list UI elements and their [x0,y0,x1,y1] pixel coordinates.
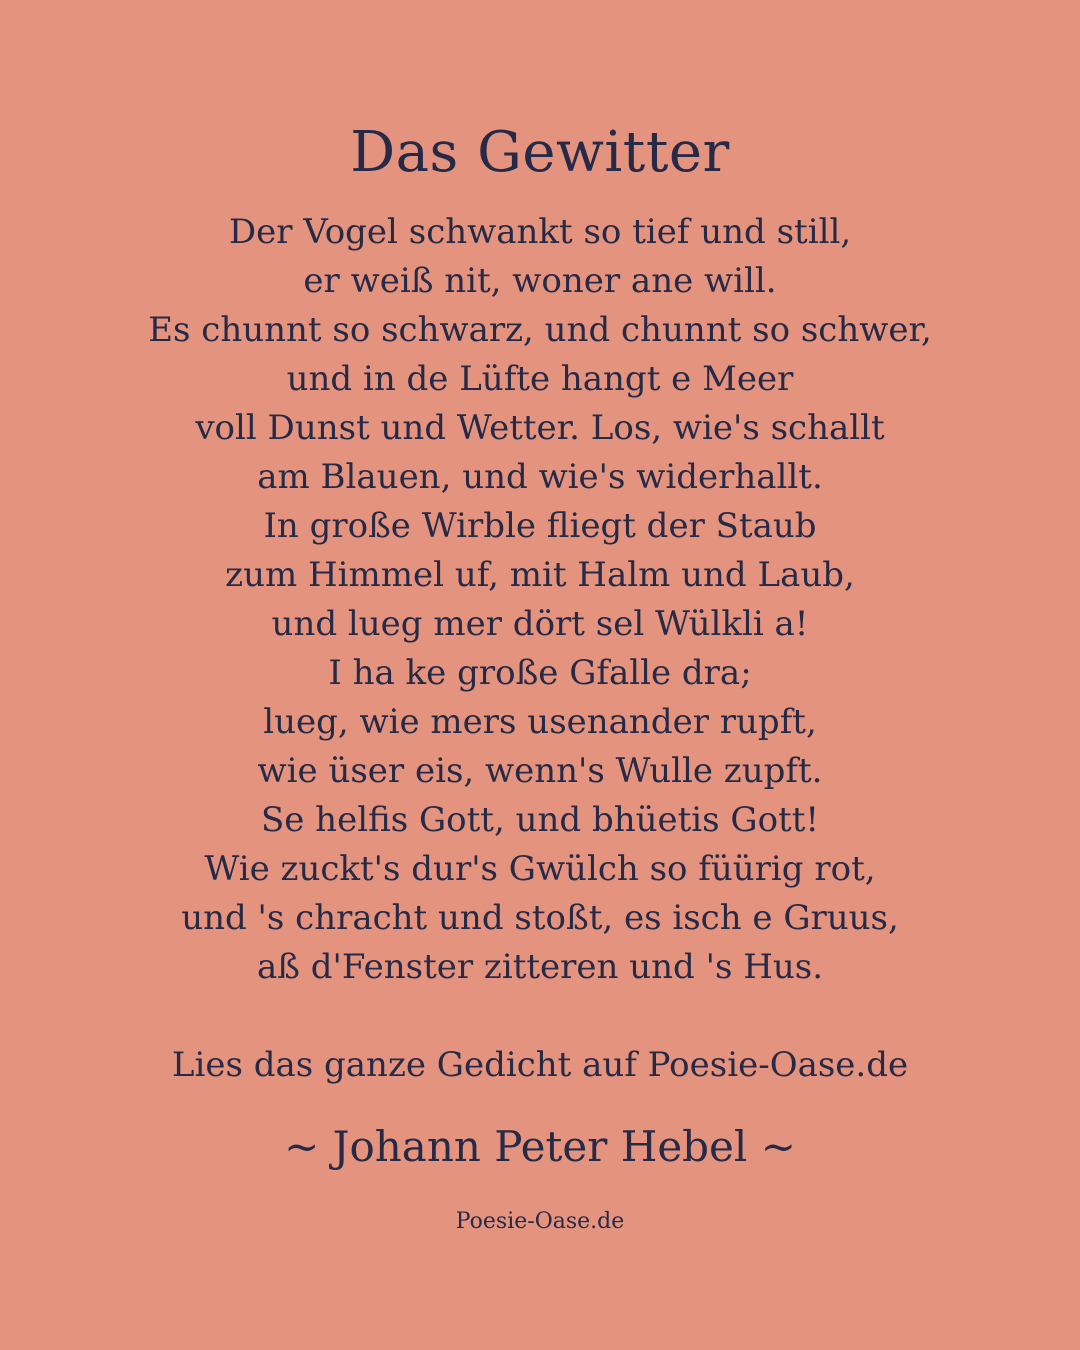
poem-line: am Blauen, und wie's widerhallt. [257,457,823,497]
poem-line: und lueg mer dört sel Wülkli a! [271,604,809,644]
poem-line: I ha ke große Gfalle dra; [328,653,752,693]
site-footer: Poesie-Oase.de [455,1209,625,1234]
poem-line: wie üser eis, wenn's Wulle zupft. [257,751,823,791]
poem-line: Es chunnt so schwarz, und chunnt so schwer, [148,310,932,350]
poem-line: voll Dunst und Wetter. Los, wie's schallt [195,408,885,448]
poem-line: und 's chracht und stoßt, es isch e Gruus, [181,898,899,938]
poem-text [0,208,1080,992]
poem-line: zum Himmel uf, mit Halm und Laub, [225,555,855,595]
poem-title: Das Gewitter [350,120,730,185]
author-name: ~ Johann Peter Hebel ~ [284,1122,796,1171]
poem-line: aß d'Fenster zitteren und 's Hus. [256,947,824,987]
poem-line: er weiß nit, woner ane will. [303,261,777,301]
poem-line: Der Vogel schwankt so tief und still, [228,212,852,252]
poem-line: Wie zuckt's dur's Gwülch so füürig rot, [204,849,876,889]
poem-line: und in de Lüfte hangt e Meer [286,359,794,399]
poem-line: In große Wirble fliegt der Staub [263,506,817,546]
poem-line: Se helfis Gott, und bhüetis Gott! [260,800,820,840]
poem-line: lueg, wie mers usenander rupft, [263,702,817,742]
read-full-poem-note: Lies das ganze Gedicht auf Poesie-Oase.de [171,1045,909,1085]
